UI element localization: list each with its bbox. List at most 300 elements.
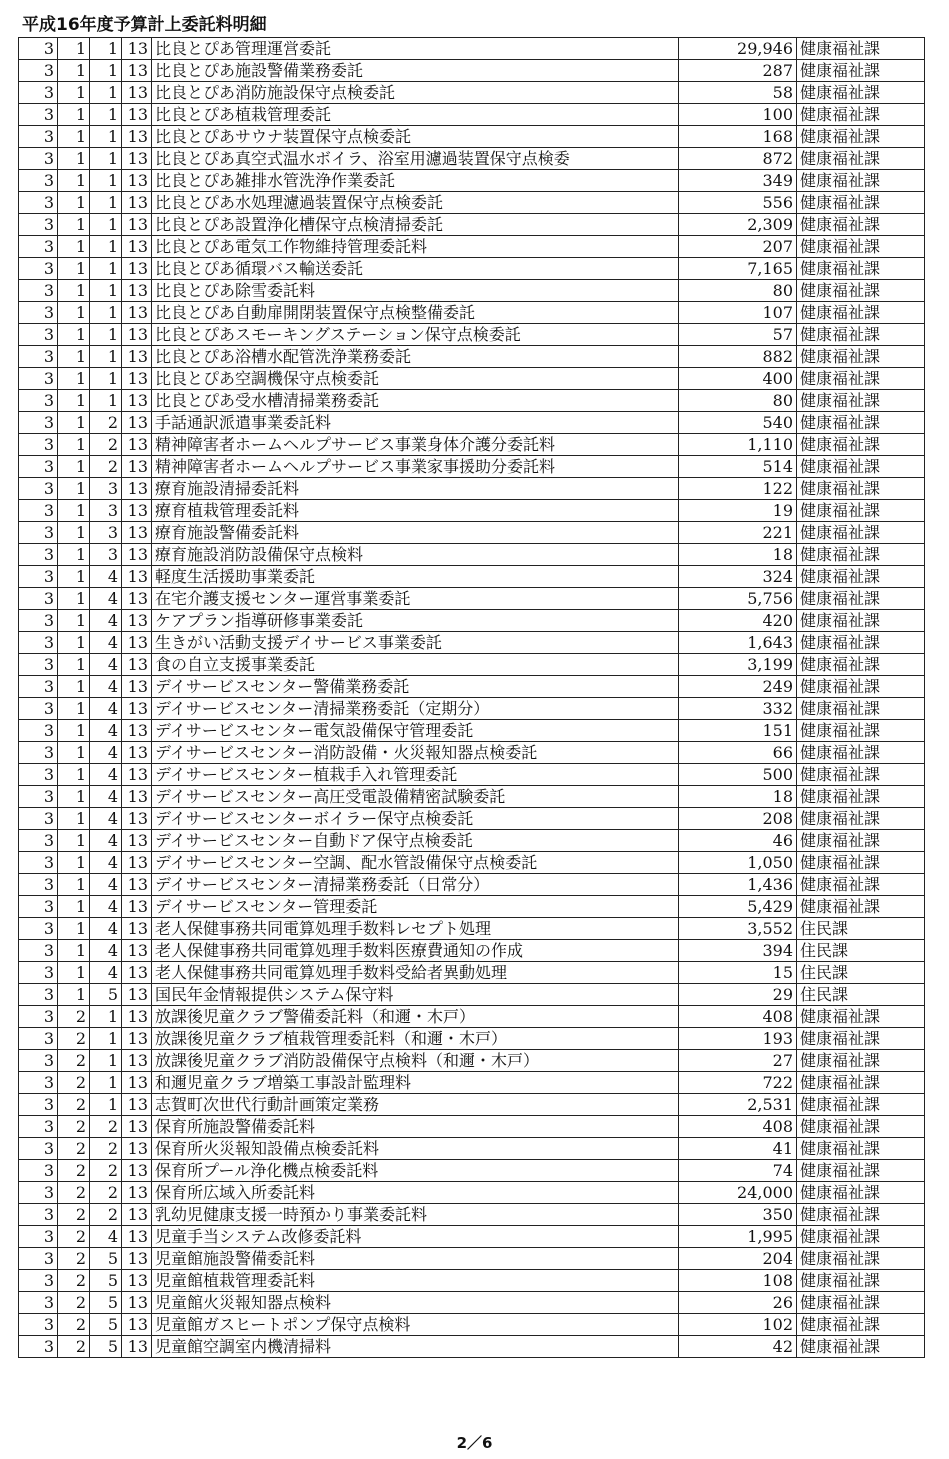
cell-code-2: 1: [58, 500, 90, 522]
table-row: [19, 852, 925, 874]
cell-code-2: 1: [58, 126, 90, 148]
table-row: [19, 346, 925, 368]
table-row: [19, 456, 925, 478]
cell-code-4: 13: [122, 1006, 152, 1028]
cell-code-2: 1: [58, 38, 90, 60]
table-row: [19, 610, 925, 632]
cell-code-2: 1: [58, 478, 90, 500]
cell-code-1: 3: [19, 434, 58, 456]
cell-code-1: 3: [19, 984, 58, 1006]
cell-code-4: 13: [122, 610, 152, 632]
cell-code-3: 1: [90, 1028, 122, 1050]
cell-code-3: 4: [90, 786, 122, 808]
cell-item-name: 比良とぴあ循環バス輸送委託: [152, 258, 679, 280]
table-row: [19, 1336, 925, 1358]
cell-code-1: 3: [19, 1094, 58, 1116]
cell-item-name: デイサービスセンター空調、配水管設備保守点検委託: [152, 852, 679, 874]
table-row: [19, 434, 925, 456]
cell-code-4: 13: [122, 434, 152, 456]
cell-department: 住民課: [797, 984, 925, 1006]
cell-code-4: 13: [122, 1116, 152, 1138]
cell-code-1: 3: [19, 1160, 58, 1182]
cell-department: 健康福祉課: [797, 478, 925, 500]
cell-code-3: 2: [90, 1116, 122, 1138]
cell-code-4: 13: [122, 500, 152, 522]
cell-amount: 882: [679, 346, 797, 368]
table-row: [19, 60, 925, 82]
cell-code-1: 3: [19, 346, 58, 368]
table-row: [19, 1028, 925, 1050]
cell-code-2: 2: [58, 1204, 90, 1226]
cell-item-name: 放課後児童クラブ植栽管理委託料（和邇・木戸）: [152, 1028, 679, 1050]
cell-code-3: 1: [90, 324, 122, 346]
cell-code-3: 4: [90, 1226, 122, 1248]
cell-item-name: デイサービスセンター管理委託: [152, 896, 679, 918]
cell-code-2: 1: [58, 368, 90, 390]
table-row: [19, 236, 925, 258]
cell-code-2: 1: [58, 324, 90, 346]
cell-department: 健康福祉課: [797, 632, 925, 654]
cell-code-3: 4: [90, 808, 122, 830]
cell-code-3: 1: [90, 390, 122, 412]
cell-code-1: 3: [19, 720, 58, 742]
cell-department: 健康福祉課: [797, 896, 925, 918]
cell-code-4: 13: [122, 1204, 152, 1226]
table-row: [19, 1270, 925, 1292]
cell-code-4: 13: [122, 830, 152, 852]
cell-code-2: 1: [58, 236, 90, 258]
cell-code-3: 5: [90, 1292, 122, 1314]
cell-item-name: 志賀町次世代行動計画策定業務: [152, 1094, 679, 1116]
cell-code-1: 3: [19, 808, 58, 830]
table-row: [19, 918, 925, 940]
page-number: 2／6: [456, 1434, 493, 1452]
cell-amount: 287: [679, 60, 797, 82]
cell-code-2: 1: [58, 918, 90, 940]
cell-code-2: 2: [58, 1050, 90, 1072]
cell-code-1: 3: [19, 214, 58, 236]
cell-code-1: 3: [19, 324, 58, 346]
cell-code-3: 1: [90, 126, 122, 148]
cell-code-4: 13: [122, 104, 152, 126]
cell-amount: 41: [679, 1138, 797, 1160]
cell-amount: 102: [679, 1314, 797, 1336]
table-row: [19, 302, 925, 324]
cell-code-4: 13: [122, 654, 152, 676]
cell-code-4: 13: [122, 60, 152, 82]
cell-item-name: 療育施設警備委託料: [152, 522, 679, 544]
cell-department: 健康福祉課: [797, 38, 925, 60]
table-row: [19, 1292, 925, 1314]
cell-item-name: 児童手当システム改修委託料: [152, 1226, 679, 1248]
cell-code-3: 1: [90, 1094, 122, 1116]
cell-department: 健康福祉課: [797, 1270, 925, 1292]
cell-amount: 332: [679, 698, 797, 720]
cell-code-4: 13: [122, 1028, 152, 1050]
cell-code-4: 13: [122, 214, 152, 236]
table-row: [19, 280, 925, 302]
cell-item-name: 比良とぴあ設置浄化槽保守点検清掃委託: [152, 214, 679, 236]
cell-code-1: 3: [19, 1050, 58, 1072]
cell-code-3: 4: [90, 632, 122, 654]
cell-code-2: 2: [58, 1160, 90, 1182]
cell-amount: 204: [679, 1248, 797, 1270]
cell-department: 健康福祉課: [797, 324, 925, 346]
cell-code-3: 1: [90, 346, 122, 368]
cell-code-3: 3: [90, 478, 122, 500]
cell-amount: 5,756: [679, 588, 797, 610]
cell-code-2: 2: [58, 1248, 90, 1270]
cell-code-3: 4: [90, 566, 122, 588]
cell-code-4: 13: [122, 896, 152, 918]
cell-amount: 42: [679, 1336, 797, 1358]
cell-code-3: 4: [90, 698, 122, 720]
cell-code-4: 13: [122, 1248, 152, 1270]
cell-code-2: 1: [58, 830, 90, 852]
cell-code-4: 13: [122, 808, 152, 830]
cell-department: 健康福祉課: [797, 126, 925, 148]
cell-item-name: 比良とぴあ植栽管理委託: [152, 104, 679, 126]
cell-department: 健康福祉課: [797, 566, 925, 588]
cell-item-name: 比良とぴあ自動扉開閉装置保守点検整備委託: [152, 302, 679, 324]
cell-department: 健康福祉課: [797, 412, 925, 434]
cell-department: 健康福祉課: [797, 544, 925, 566]
cell-amount: 193: [679, 1028, 797, 1050]
cell-department: 健康福祉課: [797, 698, 925, 720]
budget-table: [18, 37, 925, 1358]
cell-amount: 122: [679, 478, 797, 500]
cell-item-name: 療育植栽管理委託料: [152, 500, 679, 522]
cell-code-3: 1: [90, 82, 122, 104]
cell-code-3: 1: [90, 148, 122, 170]
table-row: [19, 1072, 925, 1094]
table-row: [19, 1050, 925, 1072]
cell-item-name: 児童館ガスヒートポンプ保守点検料: [152, 1314, 679, 1336]
cell-item-name: 比良とぴあ受水槽清掃業務委託: [152, 390, 679, 412]
cell-department: 健康福祉課: [797, 236, 925, 258]
cell-code-3: 4: [90, 654, 122, 676]
cell-code-4: 13: [122, 302, 152, 324]
cell-amount: 349: [679, 170, 797, 192]
table-row: [19, 258, 925, 280]
document-title: 平成16年度予算計上委託料明細: [22, 15, 267, 35]
cell-amount: 722: [679, 1072, 797, 1094]
cell-code-1: 3: [19, 82, 58, 104]
cell-code-1: 3: [19, 38, 58, 60]
cell-code-1: 3: [19, 60, 58, 82]
cell-item-name: 比良とぴあ空調機保守点検委託: [152, 368, 679, 390]
cell-code-3: 4: [90, 874, 122, 896]
cell-department: 健康福祉課: [797, 1248, 925, 1270]
cell-department: 健康福祉課: [797, 280, 925, 302]
cell-code-4: 13: [122, 874, 152, 896]
cell-code-4: 13: [122, 1292, 152, 1314]
cell-code-3: 1: [90, 38, 122, 60]
table-row: [19, 192, 925, 214]
cell-code-1: 3: [19, 940, 58, 962]
cell-code-4: 13: [122, 346, 152, 368]
cell-code-1: 3: [19, 1072, 58, 1094]
table-row: [19, 170, 925, 192]
cell-amount: 74: [679, 1160, 797, 1182]
cell-amount: 66: [679, 742, 797, 764]
cell-item-name: 児童館施設警備委託料: [152, 1248, 679, 1270]
cell-code-2: 1: [58, 148, 90, 170]
cell-code-2: 1: [58, 390, 90, 412]
cell-amount: 1,995: [679, 1226, 797, 1248]
cell-amount: 324: [679, 566, 797, 588]
cell-code-2: 1: [58, 610, 90, 632]
cell-amount: 151: [679, 720, 797, 742]
cell-code-3: 4: [90, 610, 122, 632]
cell-department: 健康福祉課: [797, 786, 925, 808]
cell-amount: 18: [679, 786, 797, 808]
cell-code-3: 2: [90, 412, 122, 434]
cell-item-name: 比良とぴあ雑排水管洗浄作業委託: [152, 170, 679, 192]
cell-item-name: デイサービスセンター清掃業務委託（定期分）: [152, 698, 679, 720]
cell-department: 住民課: [797, 918, 925, 940]
cell-code-2: 1: [58, 346, 90, 368]
cell-code-1: 3: [19, 1226, 58, 1248]
cell-amount: 168: [679, 126, 797, 148]
cell-department: 健康福祉課: [797, 522, 925, 544]
cell-code-3: 2: [90, 1160, 122, 1182]
table-row: [19, 38, 925, 60]
cell-code-4: 13: [122, 632, 152, 654]
cell-amount: 24,000: [679, 1182, 797, 1204]
cell-item-name: 児童館植栽管理委託料: [152, 1270, 679, 1292]
cell-department: 健康福祉課: [797, 830, 925, 852]
cell-department: 健康福祉課: [797, 1006, 925, 1028]
cell-item-name: デイサービスセンターボイラー保守点検委託: [152, 808, 679, 830]
cell-item-name: 生きがい活動支援デイサービス事業委託: [152, 632, 679, 654]
cell-code-1: 3: [19, 610, 58, 632]
cell-amount: 108: [679, 1270, 797, 1292]
cell-code-2: 1: [58, 984, 90, 1006]
cell-department: 健康福祉課: [797, 1028, 925, 1050]
cell-item-name: 保育所火災報知設備点検委託料: [152, 1138, 679, 1160]
cell-department: 健康福祉課: [797, 610, 925, 632]
table-row: [19, 1204, 925, 1226]
cell-code-4: 13: [122, 192, 152, 214]
cell-code-2: 1: [58, 192, 90, 214]
cell-amount: 221: [679, 522, 797, 544]
table-row: [19, 588, 925, 610]
cell-code-2: 2: [58, 1336, 90, 1358]
cell-code-1: 3: [19, 566, 58, 588]
cell-code-4: 13: [122, 280, 152, 302]
table-row: [19, 874, 925, 896]
cell-amount: 80: [679, 280, 797, 302]
cell-code-1: 3: [19, 830, 58, 852]
table-row: [19, 830, 925, 852]
cell-code-3: 1: [90, 1072, 122, 1094]
cell-code-3: 2: [90, 1182, 122, 1204]
table-row: [19, 500, 925, 522]
cell-department: 健康福祉課: [797, 104, 925, 126]
cell-item-name: 手話通訳派遣事業委託料: [152, 412, 679, 434]
cell-code-1: 3: [19, 126, 58, 148]
cell-code-3: 4: [90, 676, 122, 698]
cell-code-1: 3: [19, 1204, 58, 1226]
cell-code-1: 3: [19, 962, 58, 984]
cell-item-name: デイサービスセンター自動ドア保守点検委託: [152, 830, 679, 852]
cell-code-3: 1: [90, 214, 122, 236]
cell-code-1: 3: [19, 676, 58, 698]
cell-code-1: 3: [19, 368, 58, 390]
cell-code-3: 4: [90, 588, 122, 610]
cell-department: 健康福祉課: [797, 346, 925, 368]
cell-item-name: 精神障害者ホームヘルプサービス事業家事援助分委託料: [152, 456, 679, 478]
cell-code-3: 4: [90, 720, 122, 742]
cell-code-4: 13: [122, 566, 152, 588]
cell-code-3: 2: [90, 1204, 122, 1226]
cell-code-1: 3: [19, 918, 58, 940]
table-row: [19, 1182, 925, 1204]
cell-department: 健康福祉課: [797, 720, 925, 742]
table-row: [19, 390, 925, 412]
cell-department: 健康福祉課: [797, 1160, 925, 1182]
cell-code-4: 13: [122, 1138, 152, 1160]
cell-item-name: 比良とぴあ水処理濾過装置保守点検委託: [152, 192, 679, 214]
cell-code-2: 2: [58, 1182, 90, 1204]
cell-amount: 420: [679, 610, 797, 632]
cell-item-name: 老人保健事務共同電算処理手数料医療費通知の作成: [152, 940, 679, 962]
cell-code-2: 1: [58, 566, 90, 588]
cell-item-name: 保育所施設警備委託料: [152, 1116, 679, 1138]
cell-code-3: 1: [90, 192, 122, 214]
cell-amount: 3,552: [679, 918, 797, 940]
cell-code-2: 1: [58, 852, 90, 874]
table-row: [19, 214, 925, 236]
cell-code-4: 13: [122, 412, 152, 434]
cell-department: 健康福祉課: [797, 214, 925, 236]
cell-department: 健康福祉課: [797, 1116, 925, 1138]
table-row: [19, 654, 925, 676]
cell-code-2: 1: [58, 258, 90, 280]
cell-code-4: 13: [122, 258, 152, 280]
cell-amount: 514: [679, 456, 797, 478]
cell-code-4: 13: [122, 544, 152, 566]
table-row: [19, 984, 925, 1006]
table-row: [19, 544, 925, 566]
cell-department: 健康福祉課: [797, 654, 925, 676]
cell-item-name: デイサービスセンター消防設備・火災報知器点検委託: [152, 742, 679, 764]
cell-department: 健康福祉課: [797, 808, 925, 830]
cell-item-name: デイサービスセンター電気設備保守管理委託: [152, 720, 679, 742]
cell-code-2: 2: [58, 1270, 90, 1292]
cell-department: 健康福祉課: [797, 676, 925, 698]
cell-department: 健康福祉課: [797, 170, 925, 192]
cell-code-1: 3: [19, 478, 58, 500]
cell-code-1: 3: [19, 1182, 58, 1204]
cell-code-3: 5: [90, 1314, 122, 1336]
cell-department: 健康福祉課: [797, 302, 925, 324]
table-row: [19, 478, 925, 500]
cell-code-4: 13: [122, 764, 152, 786]
cell-code-4: 13: [122, 1314, 152, 1336]
cell-code-2: 2: [58, 1116, 90, 1138]
table-row: [19, 764, 925, 786]
cell-code-1: 3: [19, 764, 58, 786]
table-row: [19, 324, 925, 346]
cell-code-2: 1: [58, 412, 90, 434]
table-row: [19, 1006, 925, 1028]
cell-code-4: 13: [122, 236, 152, 258]
cell-code-4: 13: [122, 698, 152, 720]
cell-code-4: 13: [122, 1336, 152, 1358]
cell-code-1: 3: [19, 412, 58, 434]
cell-item-name: 乳幼児健康支援一時預かり事業委託料: [152, 1204, 679, 1226]
cell-code-4: 13: [122, 368, 152, 390]
table-row: [19, 1226, 925, 1248]
cell-code-2: 1: [58, 896, 90, 918]
cell-code-3: 2: [90, 434, 122, 456]
table-row: [19, 1314, 925, 1336]
cell-item-name: 放課後児童クラブ消防設備保守点検料（和邇・木戸）: [152, 1050, 679, 1072]
cell-item-name: 老人保健事務共同電算処理手数料受給者異動処理: [152, 962, 679, 984]
cell-department: 健康福祉課: [797, 1226, 925, 1248]
cell-amount: 408: [679, 1006, 797, 1028]
cell-item-name: 軽度生活援助事業委託: [152, 566, 679, 588]
cell-code-3: 1: [90, 236, 122, 258]
cell-department: 健康福祉課: [797, 742, 925, 764]
cell-code-4: 13: [122, 148, 152, 170]
cell-code-4: 13: [122, 1094, 152, 1116]
cell-code-1: 3: [19, 1292, 58, 1314]
cell-code-4: 13: [122, 522, 152, 544]
cell-code-4: 13: [122, 38, 152, 60]
cell-code-2: 1: [58, 302, 90, 324]
cell-code-2: 1: [58, 764, 90, 786]
table-row: [19, 1094, 925, 1116]
cell-amount: 80: [679, 390, 797, 412]
cell-amount: 1,436: [679, 874, 797, 896]
cell-amount: 107: [679, 302, 797, 324]
cell-amount: 5,429: [679, 896, 797, 918]
cell-code-1: 3: [19, 280, 58, 302]
cell-item-name: デイサービスセンター清掃業務委託（日常分）: [152, 874, 679, 896]
cell-amount: 15: [679, 962, 797, 984]
cell-department: 住民課: [797, 940, 925, 962]
cell-amount: 7,165: [679, 258, 797, 280]
cell-amount: 58: [679, 82, 797, 104]
cell-department: 健康福祉課: [797, 258, 925, 280]
cell-code-3: 4: [90, 918, 122, 940]
cell-department: 健康福祉課: [797, 434, 925, 456]
cell-code-1: 3: [19, 1248, 58, 1270]
cell-code-4: 13: [122, 1182, 152, 1204]
table-body: [19, 38, 925, 1358]
cell-code-2: 1: [58, 170, 90, 192]
cell-code-1: 3: [19, 522, 58, 544]
cell-code-4: 13: [122, 940, 152, 962]
cell-item-name: 比良とぴあ浴槽水配管洗浄業務委託: [152, 346, 679, 368]
cell-code-1: 3: [19, 874, 58, 896]
cell-code-4: 13: [122, 1050, 152, 1072]
cell-code-3: 4: [90, 896, 122, 918]
cell-code-1: 3: [19, 148, 58, 170]
cell-code-1: 3: [19, 1006, 58, 1028]
table-row: [19, 1248, 925, 1270]
cell-code-3: 3: [90, 522, 122, 544]
table-row: [19, 632, 925, 654]
cell-item-name: 比良とぴあ真空式温水ボイラ、浴室用濾過装置保守点検委: [152, 148, 679, 170]
cell-code-4: 13: [122, 1270, 152, 1292]
cell-code-1: 3: [19, 1270, 58, 1292]
cell-item-name: 老人保健事務共同電算処理手数料レセプト処理: [152, 918, 679, 940]
cell-code-1: 3: [19, 1138, 58, 1160]
